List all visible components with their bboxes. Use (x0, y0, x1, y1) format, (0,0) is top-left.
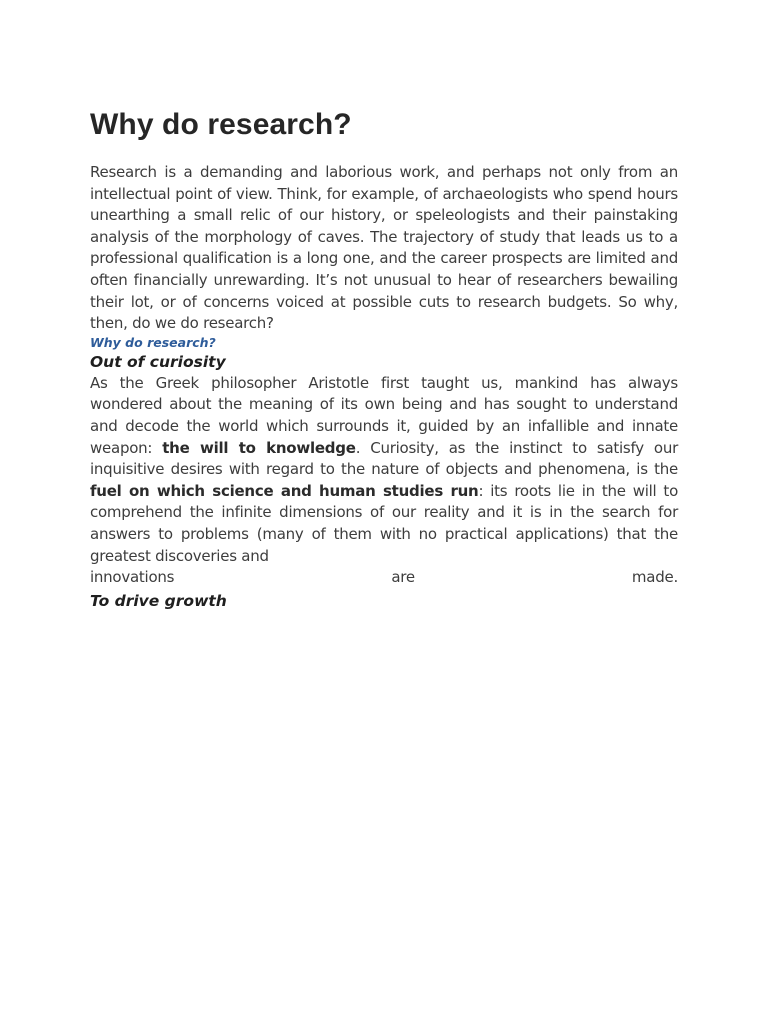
section-heading-growth: To drive growth (90, 591, 227, 610)
curiosity-last-line (90, 567, 678, 589)
curiosity-bold-fuel: fuel on which science and human studies run (90, 481, 479, 500)
section-heading-curiosity: Out of curiosity (90, 352, 226, 371)
last-line-word-2: are (391, 568, 415, 587)
curiosity-text-part2: . Curiosity, as the instinct to satisfy our inquisitive desires with regard to the nature of objects and phenomena, is the (90, 438, 679, 479)
curiosity-paragraph (90, 373, 678, 567)
last-line-word-1: innovations (90, 568, 175, 587)
last-line-word-3: made. (631, 568, 678, 587)
page-title: Why do research? (90, 108, 352, 141)
curiosity-bold-will-to-knowledge: the will to knowledge (162, 438, 356, 457)
document-page (90, 106, 678, 612)
curiosity-text-part3: : its roots lie in the will to comprehend the infinite dimensions of our reality and it is in the search for answers to problems (many of them with no practical applications) that the greatest discoveries and (90, 481, 678, 565)
why-do-research-link[interactable]: Why do research? (90, 334, 216, 350)
curiosity-text-part1: As the Greek philosopher Aristotle first taught us, mankind has always wondered about the meaning of its own being and has sought to understand and decode the world which surrounds it, guided by an infallible and innate weapon: (90, 373, 678, 457)
intro-paragraph: Research is a demanding and laborious work, and perhaps not only from an intellectual point of view. Think, for example, of archaeologists who spend hours unearthing a small relic of our history, or speleologists and their painstaking analysis of the morphology of caves. The trajectory of study that leads us to a professional qualification is a long one, and the career prospects are limited and often financially unrewarding. It’s not unusual to hear of researchers bewailing their lot, or of concerns voiced at possible cuts to research budgets. So why, then, do we do research? (90, 163, 678, 333)
